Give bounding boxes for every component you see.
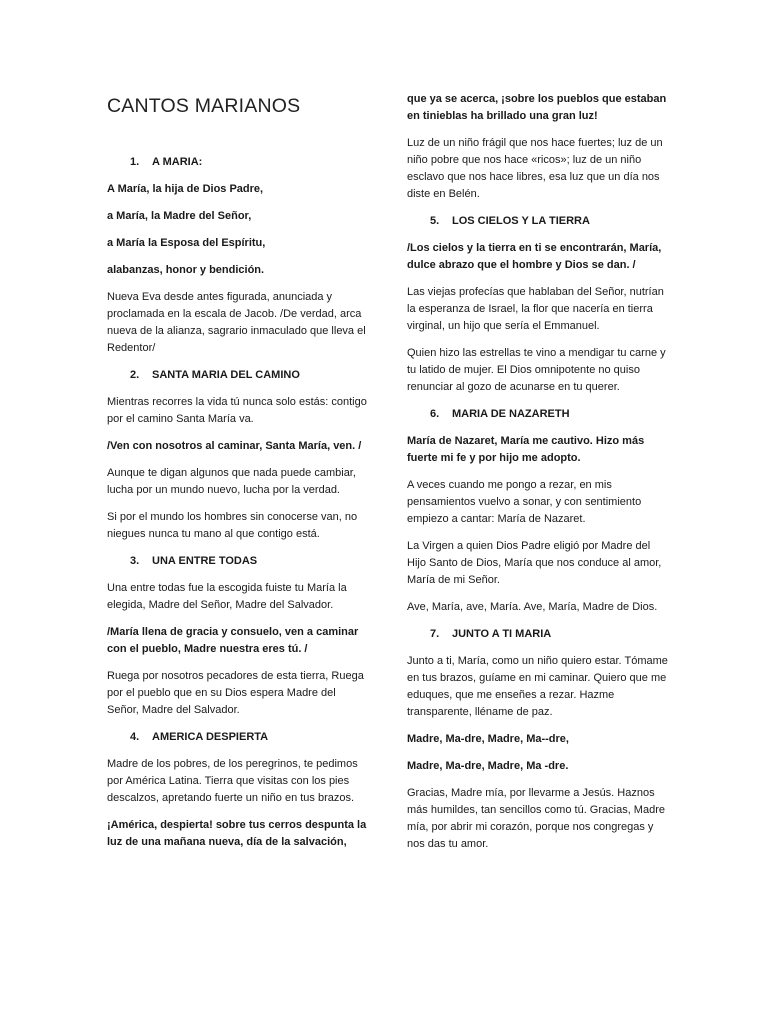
section-number: 3. xyxy=(130,555,140,567)
document-title: CANTOS MARIANOS xyxy=(107,95,301,117)
section-title: LOS CIELOS Y LA TIERRA xyxy=(452,215,590,227)
section-heading-3 xyxy=(107,553,367,569)
verse-paragraph: Una entre todas fue la escogida fuiste tu María la elegida, Madre del Señor, Madre del Salvador. xyxy=(107,582,347,611)
verse-paragraph: Si por el mundo los hombres sin conocerse van, no niegues nunca tu mano al que contigo está. xyxy=(107,511,358,540)
verse-paragraph: La Virgen a quien Dios Padre eligió por Madre del Hijo Santo de Dios, María que nos conduce al amor, María de mi Señor. xyxy=(407,540,662,586)
verse-paragraph: Ave, María, ave, María. Ave, María, Madre de Dios. xyxy=(407,601,658,613)
section-title: JUNTO A TI MARIA xyxy=(452,628,552,640)
section-number: 2. xyxy=(130,369,140,381)
section-heading-2 xyxy=(107,367,367,383)
verse-paragraph: Aunque te digan algunos que nada puede cambiar, lucha por un mundo nuevo, lucha por la verdad. xyxy=(107,467,356,496)
verse-paragraph: Nueva Eva desde antes figurada, anunciada y proclamada en la escala de Jacob. /De verdad, arca nueva de la alianza, sagrario inmaculado que lleva el Redentor/ xyxy=(107,291,366,354)
verse-paragraph: Gracias, Madre mía, por llevarme a Jesús. Haznos más humildes, tan sencillos como tú. Gracias, Madre mía, por abrir mi corazón, porque nos congregas y nos das tu amor. xyxy=(407,787,665,850)
verse-paragraph: Madre de los pobres, de los peregrinos, te pedimos por América Latina. Tierra que visitas con los pies descalzos, apretando fuerte un niño en tus brazos. xyxy=(107,758,358,804)
verse-paragraph: Mientras recorres la vida tú nunca solo estás: contigo por el camino Santa María va. xyxy=(107,396,367,425)
verse-paragraph: Luz de un niño frágil que nos hace fuertes; luz de un niño pobre que nos hace «ricos»; luz de un niño esclavo que nos hace libres, esa luz que un día nos diste en Belén. xyxy=(407,137,663,200)
verse-paragraph: Quien hizo las estrellas te vino a mendigar tu carne y tu latido de mujer. El Dios omnipotente no quiso renunciar al gozo de acunarse en tu querer. xyxy=(407,347,666,393)
verse-line: a María, la Madre del Señor, xyxy=(107,210,252,222)
section-number: 4. xyxy=(130,731,140,743)
section-title: A MARIA: xyxy=(152,156,203,168)
chorus-paragraph: /Ven con nosotros al caminar, Santa María, ven. / xyxy=(107,440,362,452)
section-heading-7 xyxy=(407,626,669,642)
verse-paragraph: Junto a ti, María, como un niño quiero estar. Tómame en tus brazos, guíame en mi caminar. Quiero que me eduques, que me enseñes a rezar. Hazme transparente, lléname de paz. xyxy=(407,655,668,718)
verse-line: A María, la hija de Dios Padre, xyxy=(107,183,264,195)
section-number: 5. xyxy=(430,215,440,227)
section-title: AMERICA DESPIERTA xyxy=(152,731,269,743)
chorus-line: Madre, Ma-dre, Madre, Ma -dre. xyxy=(407,760,569,772)
verse-line: alabanzas, honor y bendición. xyxy=(107,264,265,276)
section-title: SANTA MARIA DEL CAMINO xyxy=(152,369,300,381)
left-column xyxy=(107,92,367,861)
chorus-paragraph: /Los cielos y la tierra en ti se encontrarán, María, dulce abrazo que el hombre y Dios se dan. / xyxy=(407,242,662,271)
section-title: MARIA DE NAZARETH xyxy=(452,408,570,420)
chorus-paragraph: María de Nazaret, María me cautivo. Hizo más fuerte mi fe y por hijo me adopto. xyxy=(407,435,645,464)
chorus-line: Madre, Ma-dre, Madre, Ma--dre, xyxy=(407,733,569,745)
verse-paragraph: Las viejas profecías que hablaban del Señor, nutrían la esperanza de Israel, la flor que nacería en tierra virginal, un hijo que sería el Emmanuel. xyxy=(407,286,664,332)
verse-paragraph: A veces cuando me pongo a rezar, en mis pensamientos vuelvo a sonar, y con sentimiento empiezo a cantar: María de Nazaret. xyxy=(407,479,642,525)
verse-line: a María la Esposa del Espíritu, xyxy=(107,237,266,249)
section-heading-4 xyxy=(107,729,367,745)
section-heading-5 xyxy=(407,213,669,229)
chorus-paragraph: /María llena de gracia y consuelo, ven a caminar con el pueblo, Madre nuestra eres tú. / xyxy=(107,626,359,655)
chorus-paragraph: que ya se acerca, ¡sobre los pueblos que estaban en tinieblas ha brillado una gran luz! xyxy=(407,93,667,122)
section-number: 7. xyxy=(430,628,440,640)
section-heading-1 xyxy=(107,154,367,170)
section-title: UNA ENTRE TODAS xyxy=(152,555,258,567)
section-number: 1. xyxy=(130,156,140,168)
section-heading-6 xyxy=(407,406,669,422)
section-number: 6. xyxy=(430,408,440,420)
right-column xyxy=(407,91,669,863)
chorus-paragraph: ¡América, despierta! sobre tus cerros despunta la luz de una mañana nueva, día de la salvación, xyxy=(107,819,367,848)
verse-paragraph: Ruega por nosotros pecadores de esta tierra, Ruega por el pueblo que en su Dios espera Madre del Señor, Madre del Salvador. xyxy=(107,670,364,716)
